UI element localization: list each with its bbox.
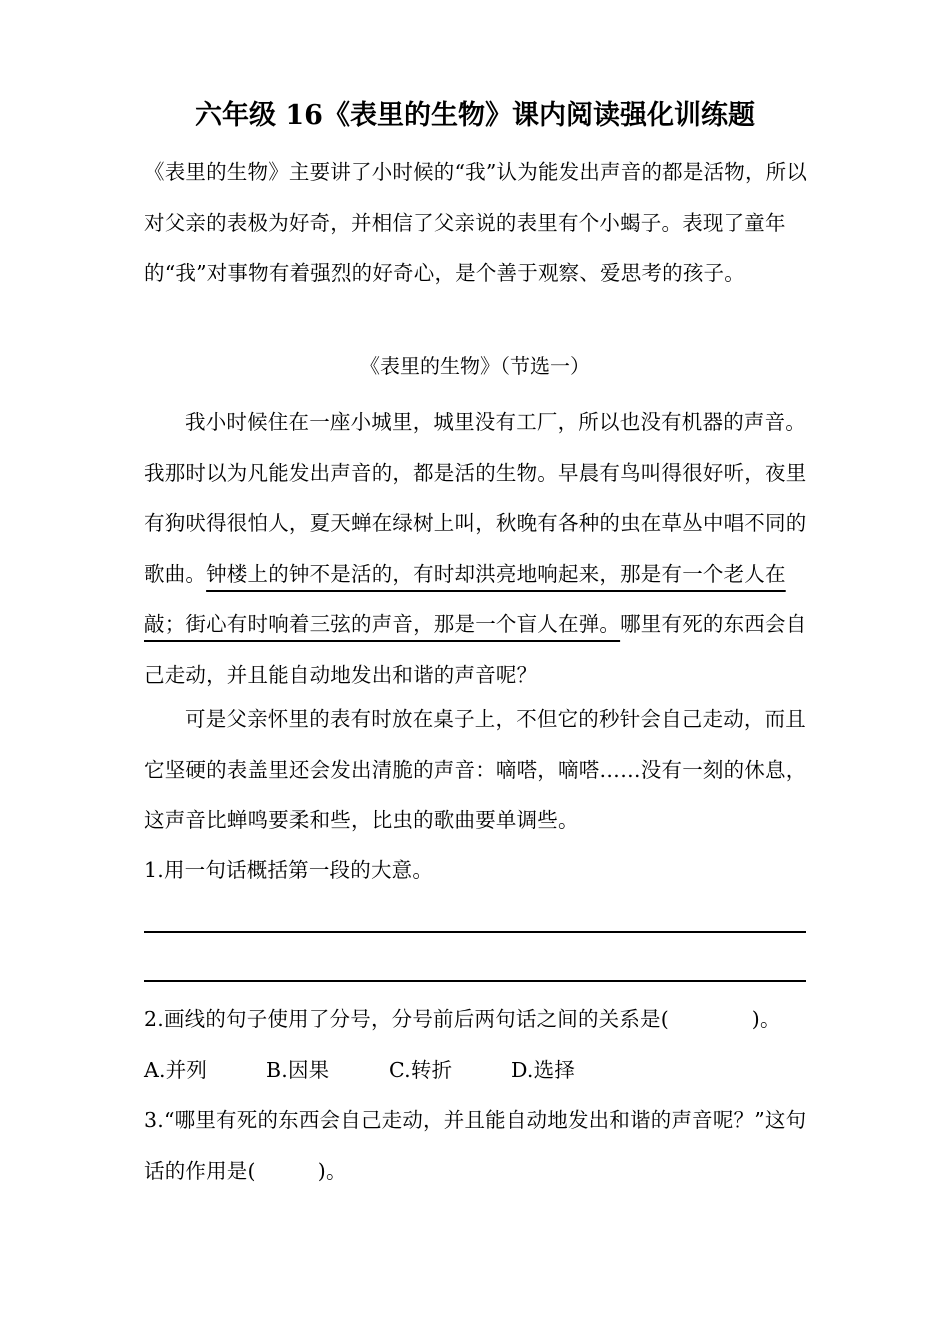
question-1: 1.用一句话概括第一段的大意。	[144, 858, 434, 882]
answer-line[interactable]	[144, 931, 806, 933]
passage-text: 我小时候住在一座小城里，城里没有工厂，所以也没有机器的声音。我那时以为凡能发出声音的，都是活的生物。早晨有鸟叫得很好听，夜里有狗吠得很怕人，夏天蝉在绿树上叫，秋晚有各种的虫在草丛中唱不同的歌曲。	[144, 410, 807, 586]
passage-text: 哪里有死的东西会自己走动，并且能自动地发出和谐的声音呢？	[144, 612, 807, 687]
question-2-options	[144, 1045, 812, 1096]
underlined-sentence: 钟楼上的钟不是活的，有时却洪亮地响起来，那是有一个老人在敲；街心有时响着三弦的声音，那是一个盲人在弹。	[144, 561, 786, 636]
question-3: 3.“哪里有死的东西会自己走动，并且能自动地发出和谐的声音呢？”这句话的作用是( )。	[144, 1108, 807, 1183]
passage-paragraph-2: 可是父亲怀里的表有时放在桌子上，不但它的秒针会自己走动，而且它坚硬的表盖里还会发出清脆的声音：嘀嗒，嘀嗒……没有一刻的休息，这声音比蝉鸣要柔和些，比虫的歌曲要单调些。	[144, 707, 807, 832]
answer-line[interactable]	[144, 980, 806, 982]
option-d[interactable]: D.选择	[511, 1058, 576, 1082]
excerpt-subtitle: 《表里的生物》（节选一）	[360, 354, 590, 378]
worksheet-title: 六年级 16《表里的生物》课内阅读强化训练题	[195, 100, 755, 131]
option-b[interactable]: B.因果	[266, 1058, 330, 1082]
question-2: 2.画线的句子使用了分号，分号前后两句话之间的关系是( )。	[144, 1007, 781, 1031]
passage-paragraph-1	[144, 397, 812, 700]
option-c[interactable]: C.转折	[389, 1058, 453, 1082]
option-a[interactable]: A.并列	[144, 1058, 208, 1082]
intro-paragraph: 《表里的生物》主要讲了小时候的“我”认为能发出声音的都是活物，所以对父亲的表极为好奇，并相信了父亲说的表里有个小蝎子。表现了童年的“我”对事物有着强烈的好奇心，是个善于观察、爱思考的孩子。	[144, 160, 808, 285]
